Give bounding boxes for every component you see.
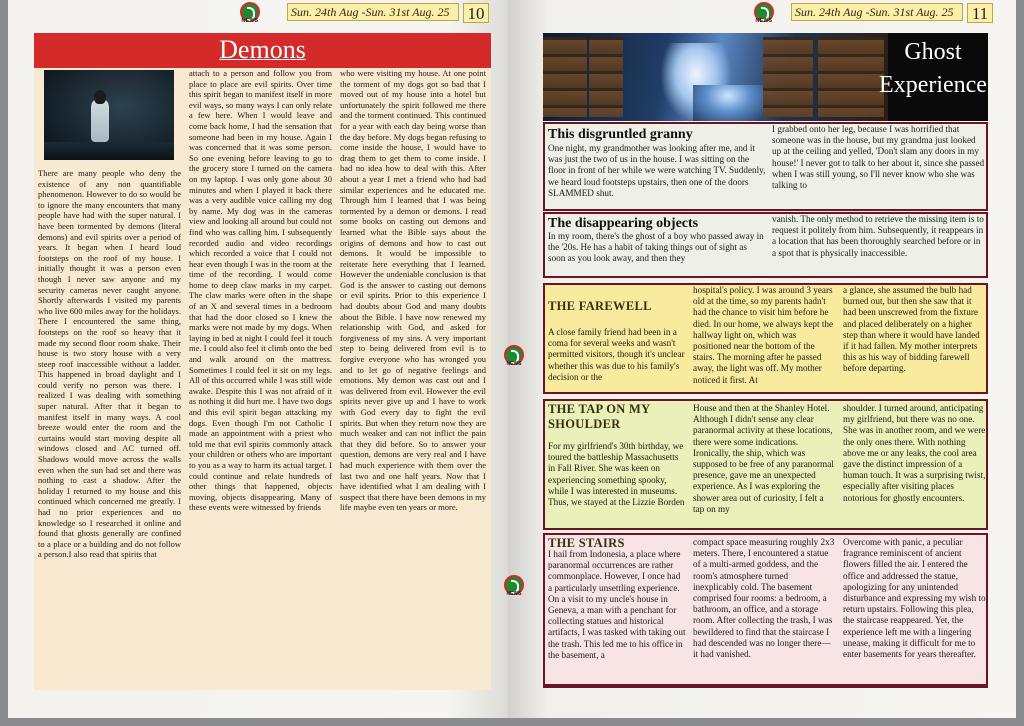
story-column: A close family friend had been in a coma for several weeks and wasn't permitted visitors, though it's unclear whether this was due to his family's decision or the [548,327,685,382]
story-column: In my room, there's the ghost of a boy who passed away in the '20s. He has a habit of taking things out of sight as soon as you look away, and then they [548,231,764,264]
magazine-spread [8,0,1016,718]
story-heading: THE FAREWELL [548,299,652,313]
story-column: For my girlfriend's 30th birthday, we toured the battleship Massachusetts in Fall River. She was keen on experiencing something spooky, while I was interested in museums. Thus, we stayed at the Lizzie Borden [548,441,685,508]
story-column: shoulder. I turned around, anticipating my girlfriend, but there was no one. She was in another room, and we were the only ones there. With nothing above me or any leaks, the cool area gave the distinct impression of a human touch. It was a surprising twist, especially after visiting places notorious for ghostly encounters. [843,403,986,503]
logo-tag: NEWS [241,18,259,24]
story-column: hospital's policy. I was around 3 years old at the time, so my parents hadn't had the chance to visit him before he died. In our home, we always kept the hallway light on, which was positioned near the bottom of the stairs. The morning after he passed away, the light was off. My mother noticed it first. At [693,285,834,385]
issue-date-right: Sun. 24th Aug -Sun. 31st Aug. 25 [791,3,963,21]
logo-tag: NEWS [506,361,522,367]
publisher-logo-icon [231,2,269,26]
story-tap-on-shoulder [543,399,988,530]
story-column: One night, my grandmother was looking after me, and it was just the two of us in the house. I was sitting on the floor in front of her while we were watching TV. Suddenly, we heard loud footsteps upstairs, then one of the doors SLAMMED shut. [548,143,766,198]
demons-column-3: who were visiting my house. At one point the torment of my dogs got so bad that I moved out of my house into a hotel but unfortunately the spirit followed me there and the torment continued. This continued for a year with each day being worse than the day before. My dogs began refusing to come inside the house, I would have to drag them to get them to come inside. I had no idea how to deal with this. After about a year I met a friend who had had similar experiences and he educated me. Through him I learned that I was being tormented by a demon or demons. I read some books on casting out demons and learned what the Bible says about the origins of demons and how to cast out demons. It would be impossible to reiterate here everything that I learned. However the undeniable conclusion is that God is the answer to casting out demons or evil spirits. Prior to this experience I had doubts about God and many doubts about the Bible. I have now renewed my relationship with God, and asked for forgiveness of my sins. A very important step to being delivered from evil is to forgive everyone who has wronged you and to let go of negative feelings and emotions. My demon was cast out and I was delivered from evil. However the evil spirits never give up and I have to work with God every day to fight the evil spirits. But when they return now they are much weaker and can not inflict the pain that they did before. So to answer your question, demons are very real and I have had much experience with them over the last two and one half years. Now that I have identified what I am dealing with I suspect that there have been demons in my life maybe even ten years or more. [340,68,486,513]
left-page [8,0,508,718]
demons-title: Demons [219,35,306,64]
demons-article [34,68,491,690]
story-column: House and then at the Shanley Hotel. Although I didn't sense any clear paranormal activity at these locations, there were some indications. Ironically, the ship, which was supposed to be free of any paranormal presence, gave me an unexpected experience. As I was exploring the shower area out of curiosity, I felt a tap on my [693,403,834,514]
story-heading: THE STAIRS [548,536,625,550]
story-heading: This disgruntled granny [548,127,693,142]
story-heading: THE TAP ON MY SHOULDER [548,402,650,431]
demons-title-bar [34,33,491,68]
issue-date-left: Sun. 24th Aug -Sun. 31st Aug. 25 [287,3,459,21]
story-the-farewell [543,283,988,394]
story-column: compact space measuring roughly 2x3 meters. There, I encountered a statue of a multi-armed goddess, and the room's atmosphere turned inexplicably cold. The basement comprised four rooms: a bedroom, a bathroom, an office, and a storage room. After collecting the trash, I was bewildered to find that the staircase I had descended was no longer there—it had vanished. [693,537,835,660]
story-heading: The disappearing objects [548,216,699,231]
publisher-logo-icon [745,2,783,26]
story-column: I grabbed onto her leg, because I was horrified that someone was in the house, but my grandma just looked up at the ceiling and yelled, 'Don't slam any doors in my house!' I never got to talk to her about it, since she passed when I was still young, so I'll never know who she was talking to [772,124,985,191]
page-number-right: 11 [967,3,993,23]
logo-tag: NEWS [506,591,522,597]
gutter-logo-icon [497,575,531,599]
ghost-experience-title: Ghost Experience [879,39,987,98]
demons-column-1: There are many people who deny the existence of any non quantifiable phenomenon. However to do so would be to ignore the many encounters that many people have had with the super natural. I have been tormented by demons (literal demons) and evil spirits over a period of years. It began when I heard loud footsteps on the roof of my house. I initially thought it was a person even though I never saw anyone and my security cameras never caught anyone. Shortly afterwards I visited my parents who live 600 miles away for the holidays. There I encountered the same thing, footsteps on the roof so heavy that it made my second floor room shake. Their house is two story house with a very steep roof inaccessible without a ladder. This happened in broad daylight and I could verify no person was there. I realized I was dealing with something super natural. After that it began to manifest itself in many ways. A cool breeze would enter the room and the curtains would start moving despite all windows closed and AC turned off. Shadows would move across the walls even when the sun had set and there was nothing to cast a shadow. After the holiday I returned to my house and this continued which concerned me greatly. I had no prior experiences and no knowledge so I researched it online and found that ghosts generally are confined to a place or a building and do not follow a person.I also read that spirits that [38,168,181,560]
story-disgruntled-granny [543,122,988,211]
story-column: vanish. The only method to retrieve the missing item is to request it politely from him. Subsequently, it reappears in a location that has been thoroughly searched before or in a spot that is physically inaccessible. [772,214,984,258]
right-page [508,0,1016,718]
story-disappearing-objects [543,212,988,278]
story-column: Overcome with panic, a peculiar fragrance reminiscent of ancient flowers filled the air. I entered the office and addressed the statue, apologizing for any unintended disturbance and expressing my wish to return upstairs. Following this plea, the staircase reappeared. Yet, the experience left me with a lingering unease, making it difficult for me to enter basements for years thereafter. [843,537,986,660]
logo-tag: NEWS [755,18,773,24]
ghost-experience-header [543,33,988,121]
gutter-logo-icon [497,345,531,369]
story-the-stairs [543,533,988,688]
story-column: I hail from Indonesia, a place where paranormal occurrences are rather commonplace. However, I once had a particularly unsettling experience. On a visit to my uncle's house in Geneva, a man with a penchant for collecting statues and historical artifacts, I was tasked with taking out the trash. This led me to his office in the basement, a [548,549,686,660]
demons-column-2: attach to a person and follow you from place to place are evil spirits. Over time this spirit began to manifest itself in more evil ways, so many ways I can only relate a few here. When I would leave and come back home, I had the sensation that someone had been in my house. Again I was concerned that it was some person. So one evening before leaving to go to the grocery store I turned on the camera on my laptop. I was only gone about 30 minutes and when I played it back there was a very audible voice calling my dog by name. My dog was in the cameras view and looking all around but could not find who was calling him. I subsequently recorded audio and video recordings which recorded a voice that I could not hear even though I was in the room at the time of the recording. I would come home to deep claw marks in my carpet. The claw marks were often in the shape of an X and several times in a bedroom that had the door closed so I knew the marks were not made by my dogs. When laying in bed at night I could feel it touch me. I could also feel it climb onto the bed and walk around on the mattress. Sometimes I could feel it sit on my legs. All of this occurred while I was still wide awake. Despite this I was not afraid of it as nothing it did hurt me. I have two dogs and this evil spirit began attacking my dogs. Even though I'm not Catholic I made an appointment with a priest who told me that evil spirits commonly attack your children or others who are important to you as a way to harm its actual target. I could continue and relate hundreds of other things that happened, objects moving, objects disappearing. Many of these events were witnessed by friends [189,68,332,513]
page-number-left: 10 [463,3,489,23]
story-column: a glance, she assumed the bulb had burned out, but then she saw that it had been unscrewed from the fixture and placed deliberately on a higher step than where it would have landed if it had fallen. My mother interprets this as his way of bidding farewell before departing. [843,285,980,374]
ghost-in-dark-room-image [44,70,174,160]
ghost-library-image [543,33,888,121]
